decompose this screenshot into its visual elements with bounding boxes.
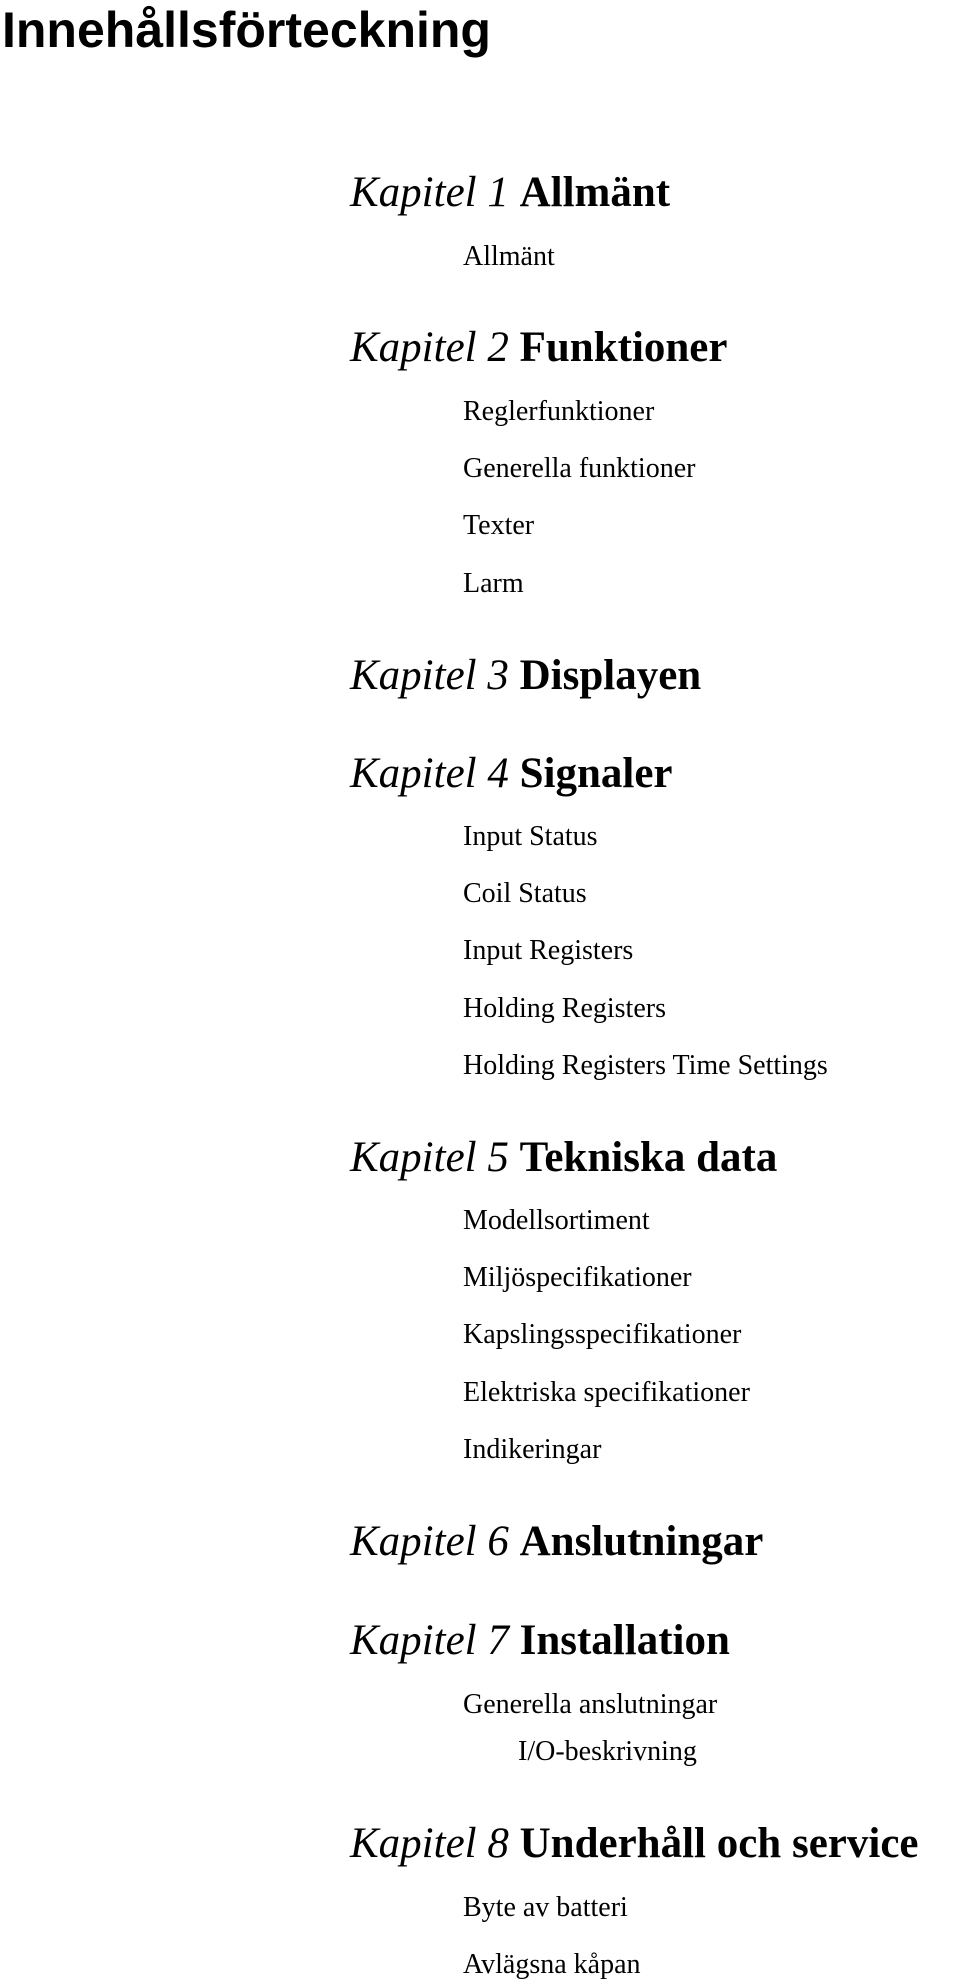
chapter-title: Signaler: [519, 750, 673, 797]
toc-entry: Allmänt: [463, 241, 555, 272]
toc-entry: Generella anslutningar: [463, 1689, 718, 1720]
toc-entry: Input Status: [463, 821, 598, 852]
toc-entry: Texter: [463, 510, 535, 541]
toc-entry: Larm: [463, 568, 524, 599]
chapter-3-heading: [350, 651, 701, 701]
toc-entry: Elektriska specifikationer: [463, 1377, 750, 1408]
chapter-title: Allmänt: [519, 169, 671, 216]
chapter-4-heading: [350, 749, 673, 799]
chapter-2-heading: [350, 323, 727, 373]
chapter-title: Displayen: [519, 652, 702, 699]
toc-entry: Reglerfunktioner: [463, 396, 655, 427]
toc-entry: Byte av batteri: [463, 1892, 628, 1923]
toc-entry: Holding Registers: [463, 993, 666, 1024]
toc-entry: Indikeringar: [463, 1434, 602, 1465]
chapter-prefix: Kapitel 4: [350, 750, 509, 797]
toc-entry: Generella funktioner: [463, 453, 696, 484]
toc-entry: Miljöspecifikationer: [463, 1262, 692, 1293]
chapter-title: Installation: [519, 1617, 730, 1664]
chapter-title: Underhåll och service: [519, 1820, 919, 1867]
toc-entry: Holding Registers Time Settings: [463, 1050, 828, 1081]
chapter-prefix: Kapitel 8: [350, 1820, 509, 1867]
chapter-prefix: Kapitel 7: [350, 1617, 509, 1664]
chapter-prefix: Kapitel 1: [350, 169, 509, 216]
chapter-prefix: Kapitel 3: [350, 652, 509, 699]
toc-entry: Avlägsna kåpan: [463, 1949, 641, 1980]
chapter-prefix: Kapitel 5: [350, 1134, 509, 1181]
toc-entry: Kapslingsspecifikationer: [463, 1319, 742, 1350]
page-title: Innehållsförteckning: [2, 2, 491, 58]
chapter-8-heading: [350, 1819, 919, 1869]
chapter-prefix: Kapitel 6: [350, 1518, 509, 1565]
toc-entry: Input Registers: [463, 935, 634, 966]
chapter-7-heading: [350, 1616, 730, 1666]
chapter-title: Anslutningar: [519, 1518, 764, 1565]
toc-entry: Coil Status: [463, 878, 587, 909]
chapter-title: Funktioner: [519, 324, 728, 371]
chapter-title: Tekniska data: [519, 1134, 778, 1181]
toc-entry: I/O-beskrivning: [518, 1736, 697, 1767]
chapter-prefix: Kapitel 2: [350, 324, 509, 371]
chapter-5-heading: [350, 1133, 777, 1183]
chapter-6-heading: [350, 1517, 763, 1567]
chapter-1-heading: [350, 168, 670, 218]
toc-entry: Modellsortiment: [463, 1205, 650, 1236]
